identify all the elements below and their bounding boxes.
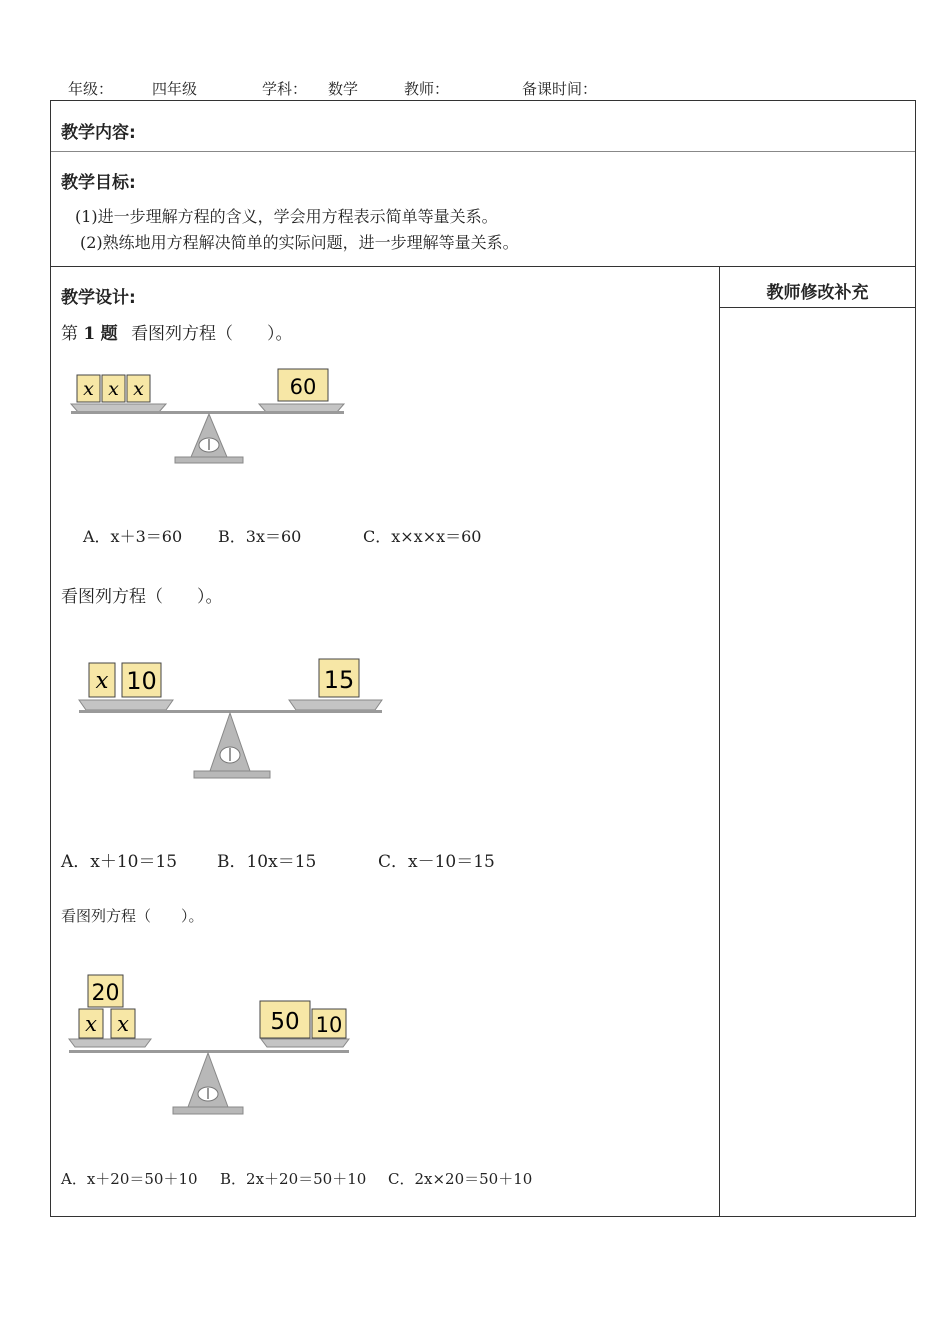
teacher-notes-header bbox=[720, 267, 915, 308]
grade-label: 年级： bbox=[68, 80, 114, 98]
subject-value: 数学 bbox=[328, 80, 359, 98]
balance-scale-1 bbox=[69, 367, 349, 471]
teaching-goals-label: 教学目标: bbox=[61, 173, 136, 193]
question-2-prompt: 看图列方程（ ）。 bbox=[61, 587, 223, 607]
subject-label: 学科： bbox=[262, 80, 308, 98]
block-label: x bbox=[95, 668, 109, 694]
option-c: C．x－10＝15 bbox=[378, 852, 495, 872]
option-a: A．x＋10＝15 bbox=[61, 852, 178, 872]
block-label: x bbox=[133, 378, 144, 400]
teacher-label: 教师： bbox=[404, 80, 450, 98]
question-1-suffix: 题 bbox=[100, 324, 118, 344]
block-label: 10 bbox=[315, 1013, 343, 1037]
teaching-content-row bbox=[51, 101, 915, 152]
balance-scale-3 bbox=[67, 971, 353, 1115]
option-b: B．3x＝60 bbox=[218, 527, 302, 546]
option-a: A．x＋3＝60 bbox=[83, 527, 183, 546]
question-1-number: 1 bbox=[83, 324, 96, 344]
question-1-prompt: 看图列方程（ ）。 bbox=[131, 324, 293, 344]
grade-value: 四年级 bbox=[152, 80, 198, 98]
question-1-title bbox=[61, 319, 293, 344]
block-label: 20 bbox=[91, 981, 120, 1006]
goal-1: (1)进一步理解方程的含义，学会用方程表示简单等量关系。 bbox=[75, 207, 498, 226]
block-label: 60 bbox=[289, 375, 317, 399]
lesson-plan-table bbox=[50, 100, 916, 1217]
teaching-goals-row bbox=[51, 152, 915, 267]
option-b: B．10x＝15 bbox=[217, 852, 317, 872]
option-c: C．x×x×x＝60 bbox=[363, 527, 482, 546]
teacher-notes-label: 教师修改补充 bbox=[766, 283, 869, 303]
block-label: 50 bbox=[270, 1009, 300, 1035]
teaching-content-label: 教学内容: bbox=[61, 123, 136, 143]
block-label: 10 bbox=[126, 667, 157, 695]
teaching-design-label: 教学设计: bbox=[61, 288, 136, 308]
goal-2: (2)熟练地用方程解决简单的实际问题，进一步理解等量关系。 bbox=[80, 233, 519, 252]
prep-time-label: 备课时间： bbox=[522, 80, 598, 98]
block-label: x bbox=[117, 1012, 129, 1036]
column-divider bbox=[719, 267, 720, 1216]
question-1-prefix: 第 bbox=[61, 324, 78, 344]
option-c: C．2x×20＝50＋10 bbox=[388, 1170, 533, 1188]
question-3-prompt: 看图列方程（ ）。 bbox=[61, 907, 204, 925]
block-label: x bbox=[108, 378, 119, 400]
option-a: A．x＋20＝50＋10 bbox=[61, 1170, 198, 1188]
block-label: x bbox=[83, 378, 94, 400]
option-b: B．2x＋20＝50＋10 bbox=[220, 1170, 367, 1188]
block-label: 15 bbox=[323, 666, 355, 694]
balance-scale-2 bbox=[77, 657, 387, 785]
lesson-header bbox=[50, 78, 916, 100]
block-label: x bbox=[85, 1012, 97, 1036]
